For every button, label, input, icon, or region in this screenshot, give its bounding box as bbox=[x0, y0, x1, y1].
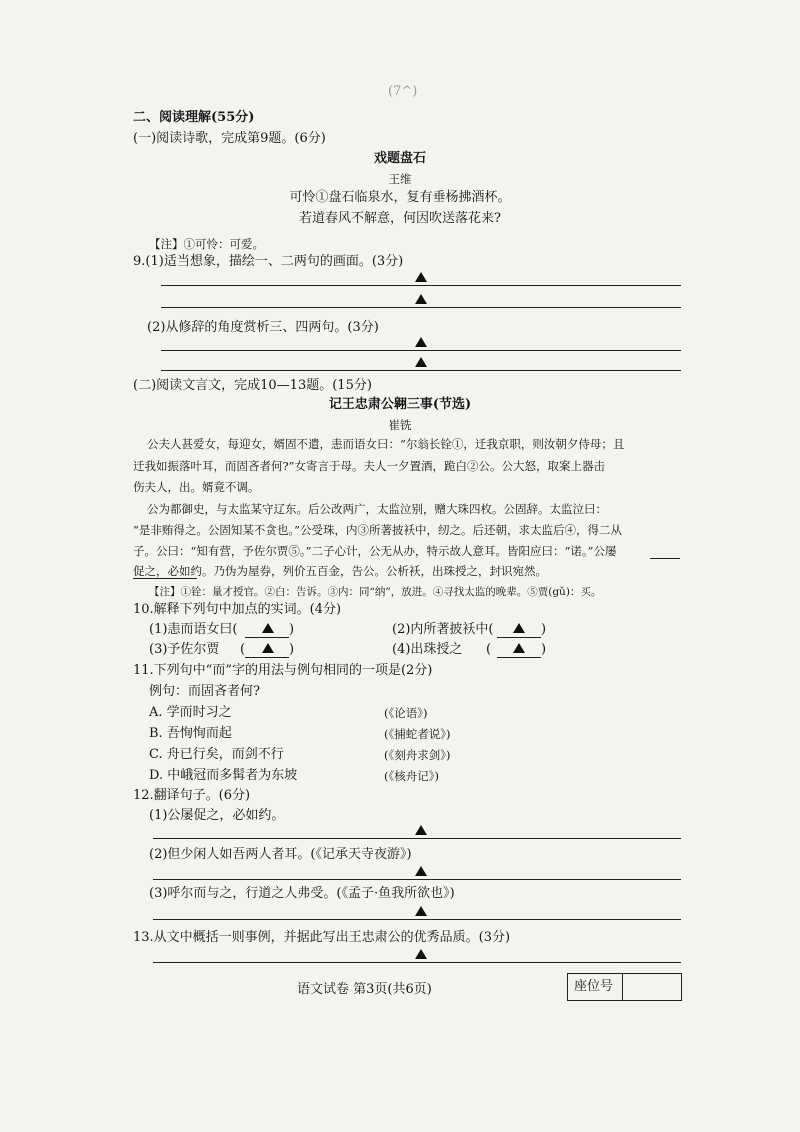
q10-item-4: (4)出珠授之 bbox=[392, 642, 463, 657]
answer-marker-icon bbox=[415, 337, 427, 347]
answer-blank[interactable] bbox=[245, 637, 289, 638]
answer-marker-icon bbox=[415, 949, 427, 959]
q13-stem: 13.从文中概括一则事例，并据此写出王忠肃公的优秀品质。(3分) bbox=[133, 930, 511, 945]
answer-line[interactable] bbox=[161, 285, 681, 286]
q11-option-d-source: (《核舟记》) bbox=[384, 769, 439, 783]
prose-note: 【注】①铨：量才授官。②白：告诉。③内：同“纳”，放进。④寻找太监的晚辈。⑤贾(gǔ)：买。 bbox=[149, 586, 602, 598]
answer-marker-icon bbox=[415, 357, 427, 367]
q9-part2: (2)从修辞的角度赏析三、四两句。(3分) bbox=[147, 320, 379, 335]
page-info: 语文试卷 第3页(共6页) bbox=[297, 982, 432, 997]
answer-marker-icon bbox=[415, 272, 427, 282]
prose-instruction: (二)阅读文言文，完成10—13题。(15分) bbox=[133, 378, 372, 393]
q10-item-2: (2)内所著披袄中( bbox=[392, 622, 494, 637]
answer-marker-icon bbox=[513, 623, 525, 633]
answer-marker-icon bbox=[415, 825, 427, 835]
q11-option-c[interactable]: C. 舟已行矣，而剑不行 bbox=[149, 747, 284, 762]
q10-close-1: ) bbox=[289, 622, 295, 637]
answer-blank[interactable] bbox=[497, 637, 541, 638]
prose-para1-line3: 伤夫人，出。婿竟不调。 bbox=[133, 480, 260, 494]
seat-number-box[interactable] bbox=[567, 973, 682, 1001]
seat-divider bbox=[622, 974, 623, 1000]
poem-author: 王维 bbox=[388, 172, 412, 186]
poem-line-2: 若道春风不解意，何因吹送落花来? bbox=[299, 211, 501, 226]
answer-line[interactable] bbox=[161, 370, 681, 371]
q10-open-4: ( bbox=[486, 642, 492, 657]
q12-sentence-3: (3)呼尔而与之，行道之人弗受。(《孟子·鱼我所欲也》) bbox=[149, 886, 455, 901]
poem-title: 戏题盘石 bbox=[373, 151, 426, 166]
q11-option-b-source: (《捕蛇者说》) bbox=[384, 727, 451, 741]
header-mark: (7^) bbox=[388, 84, 418, 99]
poem-line-1: 可怜①盘石临泉水，复有垂杨拂酒杯。 bbox=[289, 190, 511, 205]
q10-item-3: (3)予佐尔贾 bbox=[149, 642, 220, 657]
answer-marker-icon bbox=[415, 866, 427, 876]
prose-para2-line4: 促之，必如约。乃伪为屋券，列价五百金，告公。公析袄，出珠授之，封识宛然。 bbox=[133, 564, 547, 578]
prose-para2-line2: “是非贿得之。公固知某不贪也。”公受珠，内③所著披袄中，纫之。后还朝，求太监后④，得二从 bbox=[133, 523, 623, 537]
answer-blank[interactable] bbox=[245, 657, 289, 658]
answer-line[interactable] bbox=[153, 962, 681, 963]
poem-instruction: (一)阅读诗歌，完成第9题。(6分) bbox=[133, 131, 326, 146]
q11-stem: 11.下列句中“而”字的用法与例句相同的一项是(2分) bbox=[133, 663, 433, 678]
answer-marker-icon bbox=[513, 643, 525, 653]
q10-close-3: ) bbox=[289, 642, 295, 657]
q11-option-a[interactable]: A. 学而时习之 bbox=[149, 705, 232, 720]
q12-sentence-1: (1)公屡促之，必如约。 bbox=[149, 808, 285, 823]
q9-part1: 9.(1)适当想象，描绘一、二两句的画面。(3分) bbox=[133, 254, 404, 269]
q10-close-2: ) bbox=[541, 622, 547, 637]
q12-stem: 12.翻译句子。(6分) bbox=[133, 788, 251, 803]
answer-marker-icon bbox=[415, 294, 427, 304]
q11-option-d[interactable]: D. 中峨冠而多髯者为东坡 bbox=[149, 768, 298, 783]
answer-line[interactable] bbox=[153, 879, 681, 880]
prose-para2-line1: 公为都御史，与太监某守辽东。后公改两广，太监泣别，赠大珠四枚。公固辞。太监泣曰： bbox=[147, 502, 607, 516]
q10-stem: 10.解释下列句中加点的实词。(4分) bbox=[133, 602, 342, 617]
prose-title: 记王忠肃公翱三事(节选) bbox=[328, 397, 472, 412]
answer-marker-icon bbox=[262, 623, 274, 633]
seat-label: 座位号 bbox=[574, 979, 614, 994]
q10-close-4: ) bbox=[541, 642, 547, 657]
q10-item-1: (1)恚而语女曰( bbox=[149, 622, 238, 637]
prose-para1-line1: 公夫人甚爱女，每迎女，婿固不遣，恚而语女曰：“尔翁长铨①，迁我京职，则汝朝夕侍母；且 bbox=[147, 437, 625, 451]
prose-author: 崔铣 bbox=[388, 418, 412, 432]
section-title: 二、阅读理解(55分) bbox=[133, 110, 255, 125]
poem-note: 【注】①可怜：可爱。 bbox=[149, 237, 264, 251]
answer-blank[interactable] bbox=[497, 657, 541, 658]
answer-marker-icon bbox=[415, 906, 427, 916]
answer-line[interactable] bbox=[161, 350, 681, 351]
q10-open-3: ( bbox=[240, 642, 246, 657]
q11-option-a-source: (《论语》) bbox=[384, 706, 428, 720]
prose-para2-line3: 子。公曰：“知有营，予佐尔贾⑤。”二子心计，公无从办，特示故人意耳。皆阳应曰：“诺。”公屡 bbox=[133, 544, 617, 558]
q12-sentence-2: (2)但少闲人如吾两人者耳。(《记承天寺夜游》) bbox=[149, 847, 412, 862]
q11-example: 例句：而固吝者何? bbox=[149, 684, 260, 699]
underline-mark bbox=[133, 578, 197, 579]
prose-para1-line2: 迁我如振落叶耳，而固吝者何?”女寄言于母。夫人一夕置酒，跪白②公。公大怒，取案上器击 bbox=[133, 459, 606, 473]
answer-line[interactable] bbox=[153, 919, 681, 920]
answer-marker-icon bbox=[262, 643, 274, 653]
answer-line[interactable] bbox=[161, 307, 681, 308]
q11-option-c-source: (《刻舟求剑》) bbox=[384, 748, 451, 762]
answer-line[interactable] bbox=[153, 838, 681, 839]
underline-mark bbox=[650, 558, 680, 559]
q11-option-b[interactable]: B. 吾恂恂而起 bbox=[149, 726, 232, 741]
